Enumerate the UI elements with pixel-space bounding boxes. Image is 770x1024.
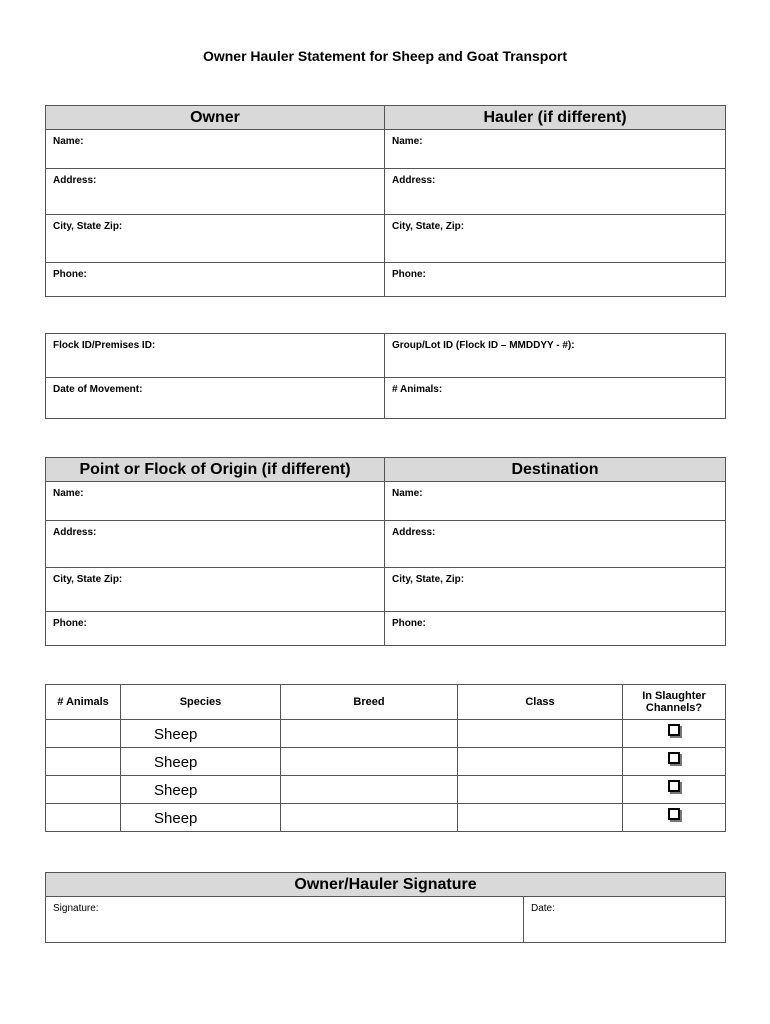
col-header-species: Species: [121, 685, 281, 720]
hauler-city-state-zip-field[interactable]: City, State, Zip:: [385, 215, 726, 263]
owner-name-field[interactable]: Name:: [46, 130, 385, 169]
destination-address-field[interactable]: Address:: [385, 521, 726, 568]
hauler-phone-field[interactable]: Phone:: [385, 263, 726, 297]
class-cell[interactable]: [458, 720, 623, 748]
table-row: [46, 748, 726, 776]
species-cell: Sheep: [121, 776, 281, 804]
destination-name-field[interactable]: Name:: [385, 482, 726, 521]
breed-cell[interactable]: [281, 776, 458, 804]
destination-city-state-zip-field[interactable]: City, State, Zip:: [385, 568, 726, 612]
hauler-name-field[interactable]: Name:: [385, 130, 726, 169]
slaughter-cell: [623, 804, 726, 832]
col-header-class: Class: [458, 685, 623, 720]
num-animals-cell[interactable]: [46, 748, 121, 776]
origin-phone-field[interactable]: Phone:: [46, 612, 385, 646]
slaughter-checkbox[interactable]: [668, 780, 680, 792]
owner-phone-field[interactable]: Phone:: [46, 263, 385, 297]
col-header-num-animals: # Animals: [46, 685, 121, 720]
flock-premises-id-field[interactable]: Flock ID/Premises ID:: [46, 334, 385, 378]
date-field[interactable]: Date:: [524, 897, 726, 943]
num-animals-cell[interactable]: [46, 776, 121, 804]
signature-table: [45, 872, 726, 943]
date-of-movement-field[interactable]: Date of Movement:: [46, 378, 385, 419]
owner-hauler-table: [45, 105, 726, 297]
owner-header: Owner: [46, 106, 385, 130]
origin-address-field[interactable]: Address:: [46, 521, 385, 568]
breed-cell[interactable]: [281, 748, 458, 776]
slaughter-checkbox[interactable]: [668, 808, 680, 820]
slaughter-checkbox[interactable]: [668, 752, 680, 764]
breed-cell[interactable]: [281, 720, 458, 748]
origin-name-field[interactable]: Name:: [46, 482, 385, 521]
owner-address-field[interactable]: Address:: [46, 169, 385, 215]
col-header-slaughter-channels: In Slaughter Channels?: [623, 685, 726, 720]
table-row: [46, 776, 726, 804]
destination-phone-field[interactable]: Phone:: [385, 612, 726, 646]
form-title: Owner Hauler Statement for Sheep and Goat Transport: [202, 48, 568, 64]
signature-header: Owner/Hauler Signature: [46, 873, 726, 897]
destination-header: Destination: [385, 458, 726, 482]
signature-field[interactable]: Signature:: [46, 897, 524, 943]
slaughter-cell: [623, 776, 726, 804]
num-animals-cell[interactable]: [46, 720, 121, 748]
flock-info-table: [45, 333, 726, 419]
origin-header: Point or Flock of Origin (if different): [46, 458, 385, 482]
table-row: [46, 804, 726, 832]
slaughter-cell: [623, 748, 726, 776]
class-cell[interactable]: [458, 804, 623, 832]
col-header-breed: Breed: [281, 685, 458, 720]
origin-destination-table: [45, 457, 726, 646]
slaughter-checkbox[interactable]: [668, 724, 680, 736]
origin-city-state-zip-field[interactable]: City, State Zip:: [46, 568, 385, 612]
class-cell[interactable]: [458, 776, 623, 804]
species-cell: Sheep: [121, 804, 281, 832]
hauler-address-field[interactable]: Address:: [385, 169, 726, 215]
hauler-header: Hauler (if different): [385, 106, 726, 130]
slaughter-cell: [623, 720, 726, 748]
animals-table: [45, 684, 726, 832]
num-animals-cell[interactable]: [46, 804, 121, 832]
owner-city-state-zip-field[interactable]: City, State Zip:: [46, 215, 385, 263]
group-lot-id-field[interactable]: Group/Lot ID (Flock ID – MMDDYY - #):: [385, 334, 726, 378]
class-cell[interactable]: [458, 748, 623, 776]
species-cell: Sheep: [121, 748, 281, 776]
num-animals-field[interactable]: # Animals:: [385, 378, 726, 419]
table-row: [46, 720, 726, 748]
breed-cell[interactable]: [281, 804, 458, 832]
species-cell: Sheep: [121, 720, 281, 748]
